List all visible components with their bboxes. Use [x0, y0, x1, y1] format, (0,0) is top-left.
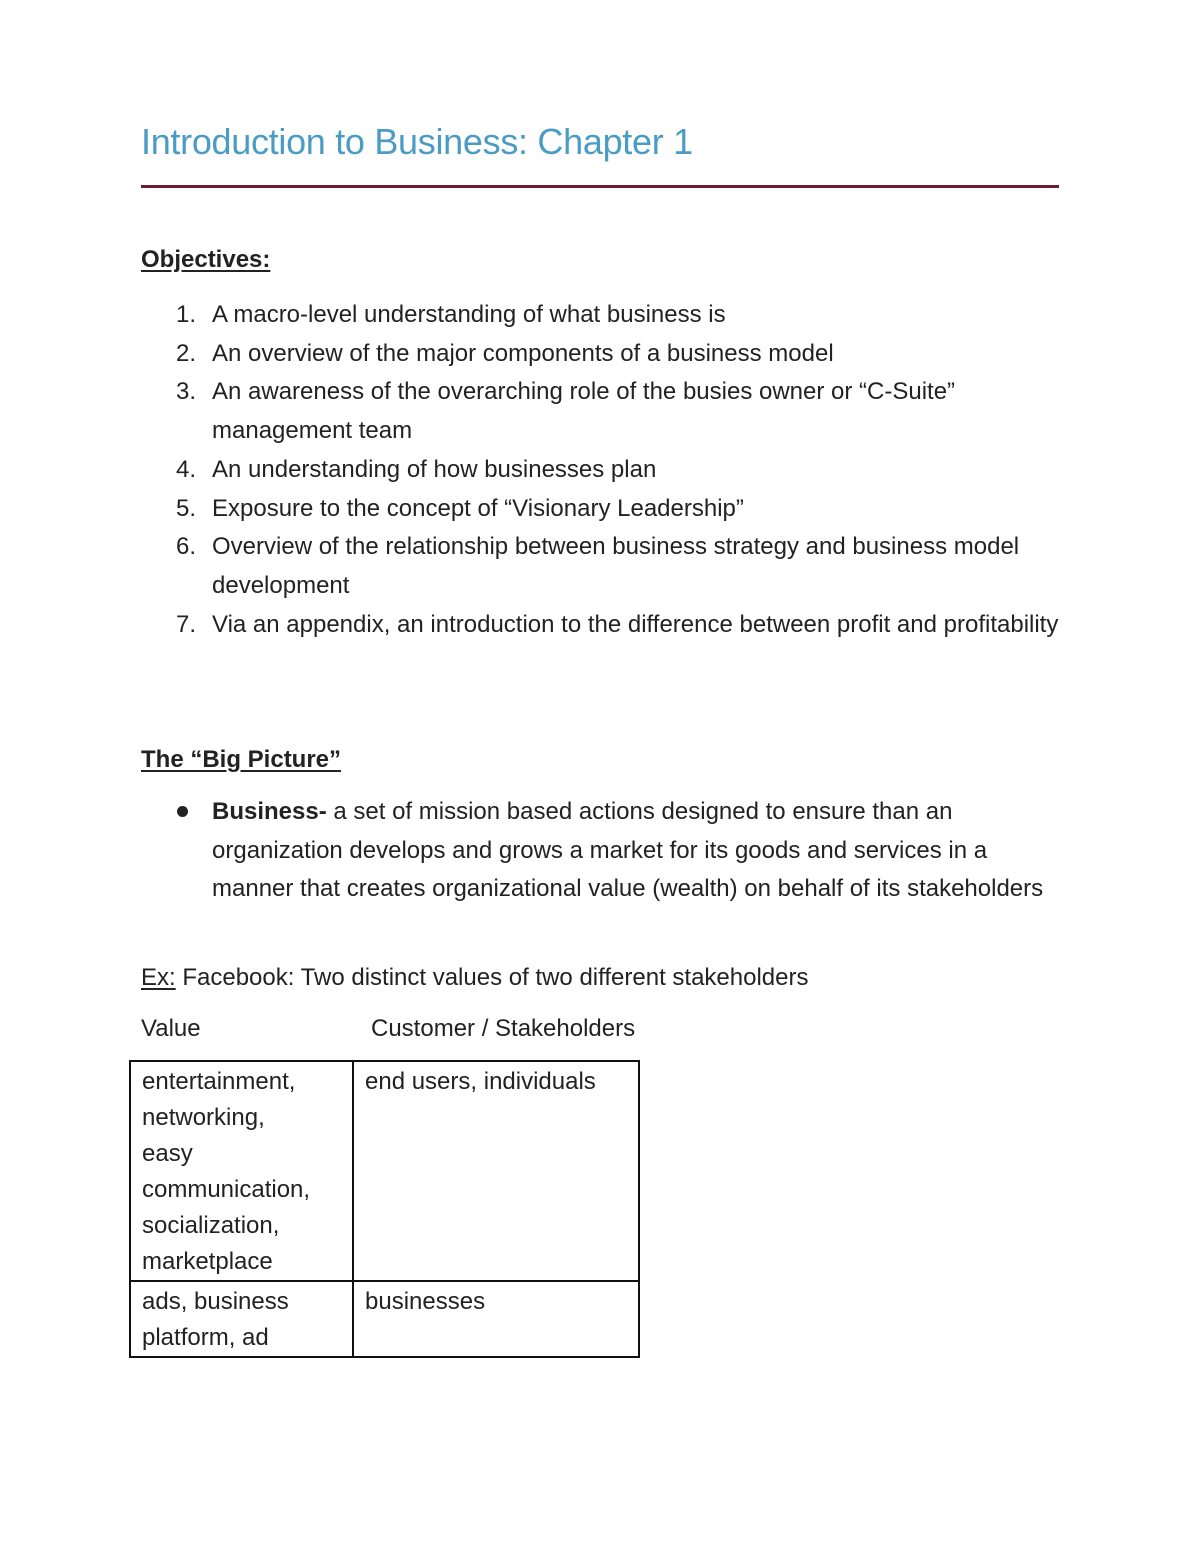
- example-line: [141, 959, 808, 997]
- definition-term: Business-: [212, 798, 327, 825]
- cell-line: entertainment,: [142, 1068, 296, 1095]
- table-cell-value: [130, 1061, 353, 1281]
- list-item-text: Exposure to the concept of “Visionary Leadership”: [212, 494, 744, 522]
- list-item-text: Via an appendix, an introduction to the difference between profit and profitability: [212, 610, 1059, 638]
- objectives-list: [141, 296, 1061, 644]
- value-stakeholder-table: [129, 1060, 640, 1358]
- list-item-text: An awareness of the overarching role of the busies owner or “C-Suite” management team: [212, 378, 956, 445]
- list-item: [141, 335, 1061, 374]
- stakeholders-column-header: Customer / Stakeholders: [371, 1015, 636, 1042]
- list-item: [141, 793, 1061, 909]
- list-number: 5.: [176, 494, 197, 522]
- list-item: [141, 296, 1061, 335]
- cell-line: socialization,: [142, 1212, 280, 1239]
- bullet-icon: [177, 806, 188, 817]
- example-text: Facebook: Two distinct values of two different stakeholders: [175, 964, 809, 991]
- cell-line: platform, ad: [142, 1324, 269, 1351]
- list-item: [141, 528, 1061, 605]
- table-cell-stakeholder: end users, individuals: [353, 1061, 639, 1281]
- cell-line: marketplace: [142, 1248, 273, 1275]
- list-item: [141, 606, 1061, 645]
- list-item-text: An overview of the major components of a business model: [212, 339, 834, 367]
- objectives-heading: Objectives:: [141, 246, 271, 273]
- list-item-text: Overview of the relationship between business strategy and business model development: [212, 533, 1020, 599]
- table-row: [130, 1281, 639, 1357]
- list-number: 4.: [176, 455, 197, 483]
- page-title: Introduction to Business: Chapter 1: [141, 121, 693, 162]
- list-number: 1.: [176, 301, 197, 328]
- cell-line: networking,: [142, 1104, 265, 1131]
- cell-line: communication,: [142, 1176, 311, 1203]
- list-item-text: A macro-level understanding of what business is: [212, 301, 726, 328]
- big-picture-heading: The “Big Picture”: [141, 746, 342, 773]
- list-number: 7.: [176, 610, 197, 638]
- title-divider: [141, 185, 1059, 188]
- list-item-text: An understanding of how businesses plan: [212, 455, 657, 483]
- list-item: [141, 490, 1061, 529]
- list-item: [141, 373, 1061, 450]
- cell-line: easy: [142, 1140, 193, 1167]
- list-number: 3.: [176, 378, 197, 406]
- value-column-header: Value: [141, 1015, 201, 1042]
- list-number: 2.: [176, 339, 197, 367]
- table-cell-stakeholder: businesses: [353, 1281, 639, 1357]
- big-picture-bullets: [141, 793, 1061, 909]
- table-cell-value: [130, 1281, 353, 1357]
- list-number: 6.: [176, 533, 197, 561]
- table-row: [130, 1061, 639, 1281]
- example-label: Ex:: [141, 964, 176, 991]
- list-item: [141, 451, 1061, 490]
- definition-text: a set of mission based actions designed to ensure than an organization develops and grows a market for its goods and services in a manner that creates organizational value (wealth) on behalf of its stakeholders: [212, 798, 1044, 903]
- cell-line: ads, business: [142, 1288, 289, 1315]
